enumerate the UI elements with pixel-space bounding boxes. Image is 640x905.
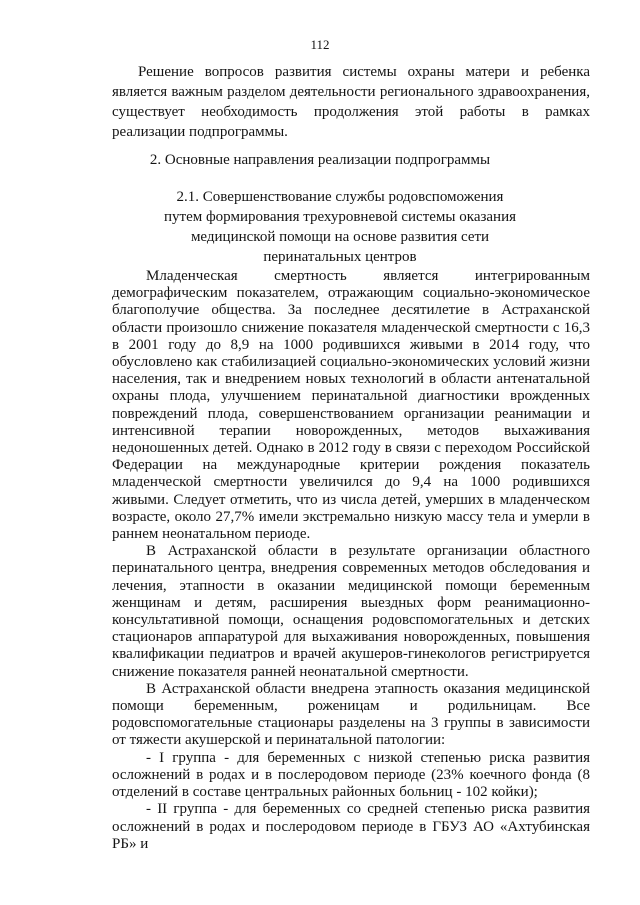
- page-number: 112: [310, 37, 330, 52]
- subsection-heading-line: медицинской помощи на основе развития сети: [190, 229, 490, 245]
- subsection-heading-line: 2.1. Совершенствование службы родовспоможения: [176, 189, 504, 205]
- section-heading: 2. Основные направления реализации подпрограммы: [149, 152, 491, 168]
- paragraph-perinatal-center: В Астраханской области в результате организации областного перинатального центра, внедрения современных методов обследования и лечения, этапности в оказании медицинской помощи беременным женщинам и детям, расширения выездных форм реанимационно-консультативной помощи, оснащения родовспомогательных и детских стационаров аппаратурой для выхаживания новорожденных, повышения квалификации педиатров и врачей акушеров-гинекологов регистрируется снижение показателя ранней неонатальной смертности.: [112, 543, 590, 680]
- paragraph-infant-mortality: Младенческая смертность является интегрированным демографическим показателем, отражающим социально-экономическое благополучие общества. За последнее десятилетие в Астраханской области произошло снижение показателя младенческой смертности с 16,3 в 2001 году до 8,9 на 1000 родившихся живыми в 2014 году, что обусловлено как стабилизацией социально-экономических условий жизни населения, так и внедрением новых технологий в области антенатальной охраны плода, улучшением перинатальной диагностики врожденных повреждений плода, совершенствованием организации реанимации и интенсивной терапии новорожденных, методов выхаживания недоношенных детей. Однако в 2012 году в связи с переходом Российской Федерации на международные критерии рождения показатель младенческой смертности увеличился до 9,4 на 1000 родившихся живыми. Следует отметить, что из числа детей, умерших в младенческом возрасте, около 27,7% имели экстремально низкую массу тела и умерли в раннем неонатальном периоде.: [112, 268, 590, 543]
- body-text: [112, 268, 590, 853]
- list-item-group-1: - I группа - для беременных с низкой степенью риска развития осложнений в родах и в послеродовом периоде (23% коечного фонда (8 отделений в составе центральных районных больниц - 102 койки);: [112, 749, 590, 801]
- subsection-heading-line: перинатальных центров: [263, 249, 417, 265]
- list-item-group-2: - II группа - для беременных со средней степенью риска развития осложнений в родах и послеродовом периоде в ГБУЗ АО «Ахтубинская РБ» и: [112, 801, 590, 852]
- intro-paragraph: Решение вопросов развития системы охраны матери и ребенка является важным разделом деятельности регионального здравоохранения, существует необходимость продолжения этой работы в рамках реализации подпрограммы.: [112, 64, 590, 140]
- subsection-heading-line: путем формирования трехуровневой системы оказания: [163, 209, 517, 225]
- paragraph-care-stages: В Астраханской области внедрена этапность оказания медицинской помощи беременным, роженицам и родильницам. Все родовспомогательные стационары разделены на 3 группы в зависимости от тяжести акушерской и перинатальной патологии:: [112, 680, 590, 749]
- subsection-heading: [150, 187, 530, 267]
